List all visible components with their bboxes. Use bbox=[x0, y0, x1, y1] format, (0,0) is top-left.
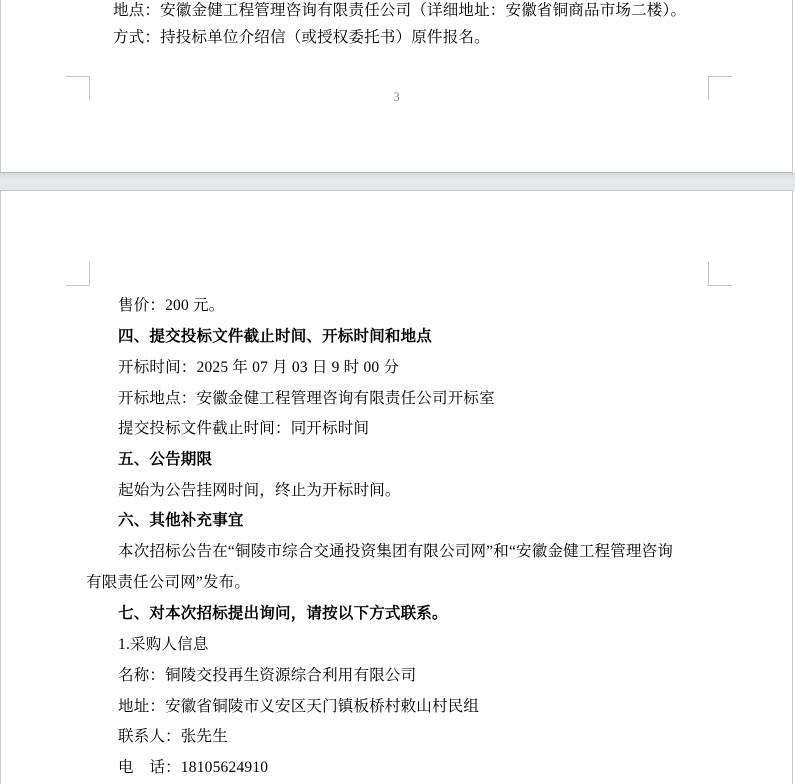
line-contact-person: 联系人：张先生 bbox=[118, 728, 228, 745]
heading-section-four-deadline-and-opening: 四、提交投标文件截止时间、开标时间和地点 bbox=[118, 328, 433, 345]
page-3[interactable] bbox=[0, 0, 793, 173]
line-purchaser-info-label: 1.采购人信息 bbox=[118, 636, 209, 653]
line-contact-phone: 电 话：18105624910 bbox=[118, 759, 269, 776]
page-4[interactable] bbox=[0, 190, 793, 784]
line-bid-opening-time: 开标时间：2025 年 07 月 03 日 9 时 00 分 bbox=[118, 359, 400, 376]
heading-section-five-announcement-period: 五、公告期限 bbox=[118, 451, 213, 468]
line-bid-opening-place: 开标地点：安徽金健工程管理咨询有限责任公司开标室 bbox=[118, 390, 495, 407]
line-registration-method: 方式：持投标单位介绍信（或授权委托书）原件报名。 bbox=[113, 29, 490, 46]
line-publication-websites-2: 有限责任公司网”发布。 bbox=[86, 574, 251, 591]
page-break-gap bbox=[0, 173, 795, 190]
line-publication-websites-1: 本次招标公告在“铜陵市综合交通投资集团有限公司网”和“安徽金健工程管理咨询 bbox=[118, 543, 674, 560]
page-number: 3 bbox=[393, 90, 400, 104]
margin-mark-top-left bbox=[66, 262, 90, 286]
line-submission-deadline: 提交投标文件截止时间：同开标时间 bbox=[118, 420, 370, 437]
line-registration-location: 地点：安徽金健工程管理咨询有限责任公司（详细地址：安徽省铜商品市场二楼）。 bbox=[113, 2, 687, 19]
line-purchaser-name: 名称：铜陵交投再生资源综合利用有限公司 bbox=[118, 667, 417, 684]
margin-mark-top-right bbox=[708, 262, 732, 286]
line-purchaser-address: 地址：安徽省铜陵市义安区天门镇板桥村敕山村民组 bbox=[118, 698, 480, 715]
line-announcement-period-detail: 起始为公告挂网时间，终止为开标时间。 bbox=[118, 482, 401, 499]
heading-section-six-supplementary: 六、其他补充事宜 bbox=[118, 512, 244, 529]
line-sale-price: 售价：200 元。 bbox=[118, 297, 225, 314]
heading-section-seven-contact: 七、对本次招标提出询问，请按以下方式联系。 bbox=[118, 605, 448, 622]
